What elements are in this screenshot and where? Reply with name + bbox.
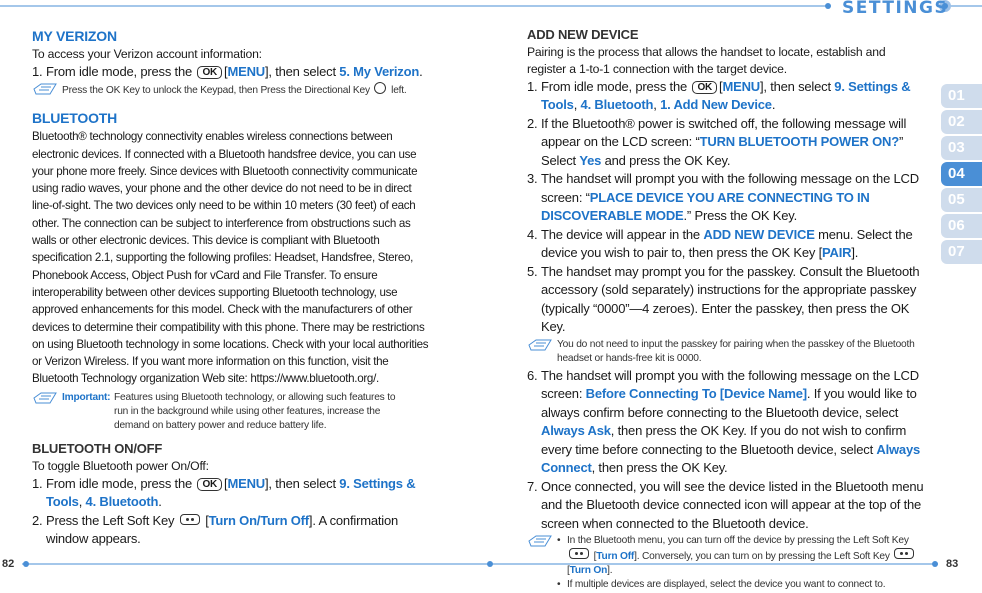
chapter-tab-07[interactable]: 07 (941, 240, 982, 264)
add-step-4: 4. The device will appear in the ADD NEW DEVICE menu. Select the device you wish to pair to, then press the OK Key [PAIR]. (527, 226, 913, 261)
onoff-step-2: 2. Press the Left Soft Key [Turn On/Turn Off]. A confirmation window appears. (32, 512, 399, 547)
important-text: Features using Bluetooth technology, or allowing such features to run in the background while using other features, increase the demand on battery power and reduce battery life. (114, 391, 396, 431)
my-verizon-link: 5. My Verizon (339, 63, 420, 79)
chapter-tab-06[interactable]: 06 (941, 214, 982, 238)
add-step-1: 1. From idle mode, press the OK [MENU], then select 9. Settings & Tools, 4. Bluetooth, 1. Add New Device. (527, 78, 911, 113)
page-number-right: 83 (946, 558, 959, 570)
section-title: SETTINGS (842, 0, 949, 18)
add-new-device-heading: ADD NEW DEVICE (527, 27, 639, 42)
passkey-note: You do not need to input the passkey for pairing when the passkey of the Bluetooth headset or hands-free kit is 0000. (527, 338, 925, 366)
add-step-5: 5. The handset may prompt you for the passkey. Consult the Bluetooth accessory (sold separately) instructions for the appropriate passkey (typically “0000”—4 zeroes). Enter the passkey, then press the OK Key. (527, 263, 920, 335)
chapter-tab-03[interactable]: 03 (941, 136, 982, 160)
add-step-2: 2. If the Bluetooth® power is switched off, the following message will appear on the LCD screen: “TURN BLUETOOTH POWER ON?” Select Yes and press the OK Key. (527, 115, 907, 168)
ok-key-icon: OK (692, 81, 717, 94)
bluetooth-onoff-heading: BLUETOOTH ON/OFF (32, 440, 163, 456)
ok-key-icon: OK (197, 478, 222, 491)
bottom-rule (0, 558, 982, 571)
bluetooth-body: Bluetooth® technology connectivity enables wireless connections between electronic devices. If connected with a Bluetooth handsfree device, you can use your phone more freely. Since devices with Bluetooth connectivity communicate using radio waves, your phone and the other device do not need to be in direct line-of-sight. The two devices only need to be within 10 meters (30 feet) of each other. The connection can be subject to interference from obstructions such as walls or other electronic devices. This device is compliant with Bluetooth specification 2.1, supporting the following profiles: Headset, Handsfree, Stereo, Phonebook Access, Object Push for vCard and File Transfer. To ensure interoperability between other devices supporting Bluetooth technology, use approved enhancements for this model. Check with the manufacturers of other devices to determine their compatibility with this phone. There may be restrictions on using Bluetooth technology in some locations. Check with your local authorities or Verizon Wireless. If you want more information on this function, visit the Bluetooth Technology organization Web site: https://www.bluetooth.org/. (32, 130, 429, 386)
onoff-step-1: 1. From idle mode, press the OK [MENU], then select 9. Settings & Tools, 4. Bluetooth. (32, 475, 416, 510)
chapter-tab-04[interactable]: 04 (941, 162, 982, 186)
important-note (32, 391, 432, 433)
note-icon (32, 82, 62, 101)
bluetooth-heading: BLUETOOTH (32, 110, 118, 127)
add-step-7: 7. Once connected, you will see the device listed in the Bluetooth menu and the Bluetooth device connected icon will appear at the top of the screen when connected to the Bluetooth device. (527, 478, 924, 531)
note-icon (527, 338, 557, 366)
my-verizon-intro: To access your Verizon account information: (32, 47, 262, 61)
my-verizon-heading: MY VERIZON (32, 28, 117, 44)
chapter-tab-02[interactable]: 02 (941, 110, 982, 134)
chapter-tab-01[interactable]: 01 (941, 84, 982, 108)
chapter-tabs (941, 84, 982, 266)
left-soft-key-icon (180, 514, 200, 525)
directional-key-icon (374, 82, 386, 94)
chapter-tab-05[interactable]: 05 (941, 188, 982, 212)
right-column (527, 26, 925, 593)
add-step-6: 6. The handset will prompt you with the following message on the LCD screen: Before Connecting To [Device Name]. If you would like to always confirm before connecting to the Bluetooth device, select Always Ask, then press the OK Key. If you do not wish to confirm every time before connecting to the Bluetooth device, select Always Connect, then press the OK Key. (527, 367, 921, 476)
add-new-device-intro: Pairing is the process that allows the handset to locate, establish and register a 1-to-1 connection with the target device. (527, 45, 886, 76)
my-verizon-step-1: 1. From idle mode, press the OK [MENU], then select 5. My Verizon. (32, 63, 423, 79)
important-label: Important: (62, 391, 111, 403)
my-verizon-note: Press the OK Key to unlock the Keypad, then Press the Directional Key left. (32, 82, 432, 101)
note-icon (32, 391, 62, 433)
add-step-3: 3. The handset will prompt you with the following message on the LCD screen: “PLACE DEVICE YOU ARE CONNECTING TO IN DISCOVERABLE MODE.” Press the OK Key. (527, 171, 919, 224)
bluetooth-menu-notes: • In the Bluetooth menu, you can turn off the device by pressing the Left Soft Key [Turn Off]. Conversely, you can turn on by pressing the Left Soft Key [Turn On]. • If multiple devices are displayed, select the device you want to connect to. (527, 534, 925, 592)
page-number-left: 82 (2, 558, 15, 570)
top-rule (0, 0, 982, 20)
left-column (32, 26, 432, 549)
bluetooth-onoff-intro: To toggle Bluetooth power On/Off: (32, 458, 209, 473)
ok-key-icon: OK (197, 66, 222, 79)
